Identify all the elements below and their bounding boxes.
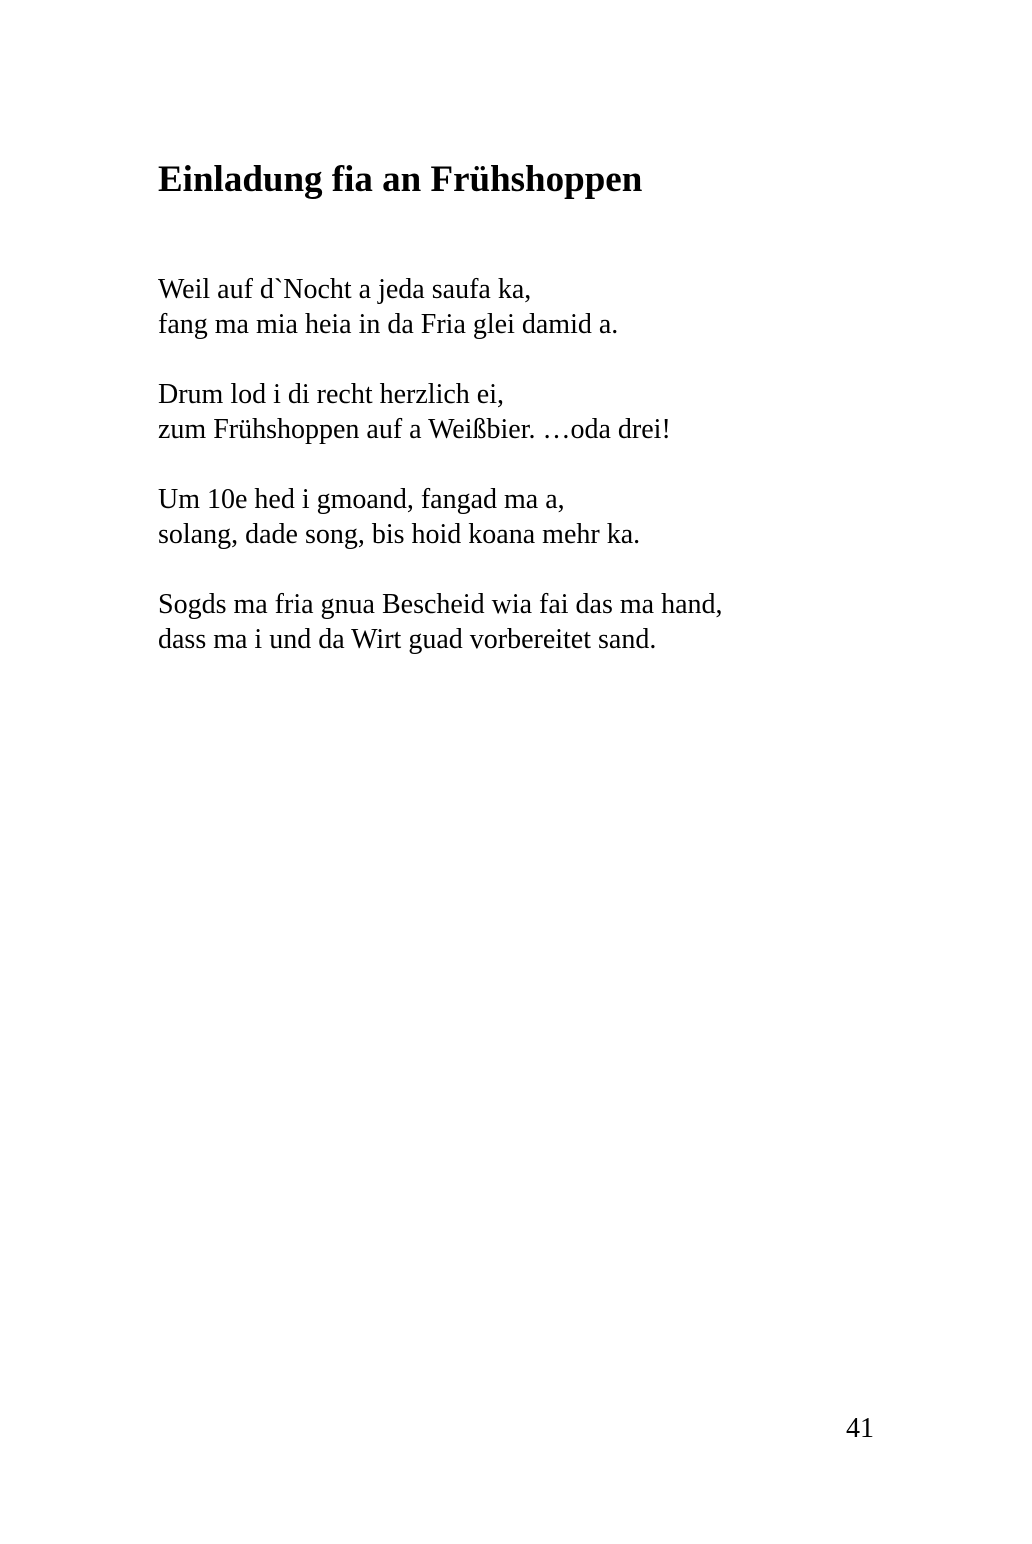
- poem-line: Um 10e hed i gmoand, fangad ma a,: [158, 484, 565, 515]
- poem-line: solang, dade song, bis hoid koana mehr ka.: [158, 519, 641, 550]
- poem-line: Sogds ma fria gnua Bescheid wia fai das ma hand,: [158, 589, 723, 620]
- poem-line: zum Frühshoppen auf a Weißbier. …oda drei!: [158, 414, 671, 445]
- stanza-2: [158, 377, 938, 447]
- page-number: 41: [846, 1413, 874, 1444]
- stanza-4: [158, 587, 938, 657]
- poem-line: Weil auf d`Nocht a jeda saufa ka,: [158, 274, 532, 305]
- poem-line: dass ma i und da Wirt guad vorbereitet sand.: [158, 624, 657, 655]
- stanza-3: [158, 482, 938, 552]
- stanza-1: [158, 272, 938, 342]
- poem-body: [158, 272, 938, 692]
- poem-line: fang ma mia heia in da Fria glei damid a.: [158, 309, 619, 340]
- poem-line: Drum lod i di recht herzlich ei,: [158, 379, 504, 410]
- poem-title: Einladung fia an Frühshoppen: [158, 159, 643, 200]
